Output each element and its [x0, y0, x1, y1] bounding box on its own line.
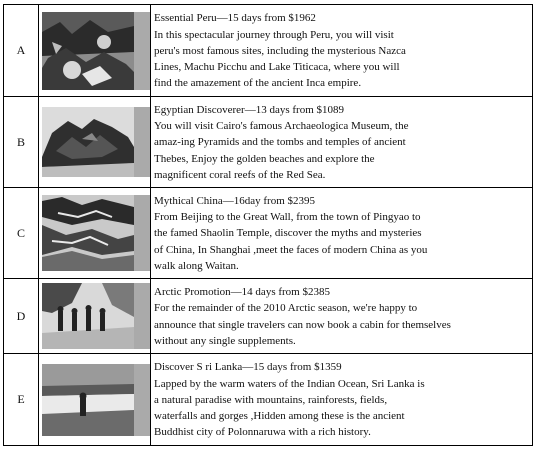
tour-heading: Egyptian Discoverer—13 days from $1089: [154, 103, 345, 116]
option-letter: E: [4, 354, 39, 446]
option-letter: B: [4, 97, 39, 188]
tour-heading: Essential Peru—15 days from $1962: [154, 12, 316, 25]
tour-heading: Arctic Promotion—14 days from $2385: [154, 286, 330, 299]
tour-description: You will visit Cairo's famous Archaeologica Museum, the amaz-ing Pyramids and the tombs and temples of ancient Thebes, Enjoy the golden beaches and explore the magnificent coral reefs of the Red Sea.: [154, 120, 409, 181]
tour-heading: Discover S ri Lanka—15 days from $1359: [154, 361, 342, 374]
rock-ruins-photo: [42, 12, 150, 90]
tour-description: From Beijing to the Great Wall, from the town of Pingyao to the famed Shaolin Temple, discover the myths and mysteries of China, In Shanghai ,meet the faces of modern China as you walk along Waitan.: [154, 211, 428, 272]
tour-options-table: [3, 4, 533, 446]
tour-row: [4, 188, 533, 279]
great-wall-photo: [42, 195, 150, 271]
tour-row: [4, 97, 533, 188]
tour-heading: Mythical China—16day from $2395: [154, 194, 316, 207]
tour-row: [4, 354, 533, 446]
option-letter: C: [4, 188, 39, 279]
tour-description: For the remainder of the 2010 Arctic season, we're happy to announce that single travelers can now book a cabin for themselves without any single supplements.: [154, 302, 451, 347]
tour-row: [4, 279, 533, 354]
tour-description: In this spectacular journey through Peru, you will visit peru's most famous sites, including the mysterious Nazca Lines, Machu Picchu and Lake Titicaca, where you will find the amazement of the ancient Inca empire.: [154, 28, 406, 90]
option-letter: D: [4, 279, 39, 354]
lakeside-figure-photo: [42, 364, 150, 436]
tour-row: [4, 5, 533, 97]
arctic-travelers-photo: [42, 283, 150, 349]
option-letter: A: [4, 5, 39, 97]
tour-description: Lapped by the warm waters of the Indian Ocean, Sri Lanka is a natural paradise with mountains, rainforests, fields, waterfalls and gorges ,Hidden among these is the ancient Buddhist city of Polonnaruwa with a rich history.: [154, 377, 425, 439]
pyramid-photo: [42, 107, 150, 177]
